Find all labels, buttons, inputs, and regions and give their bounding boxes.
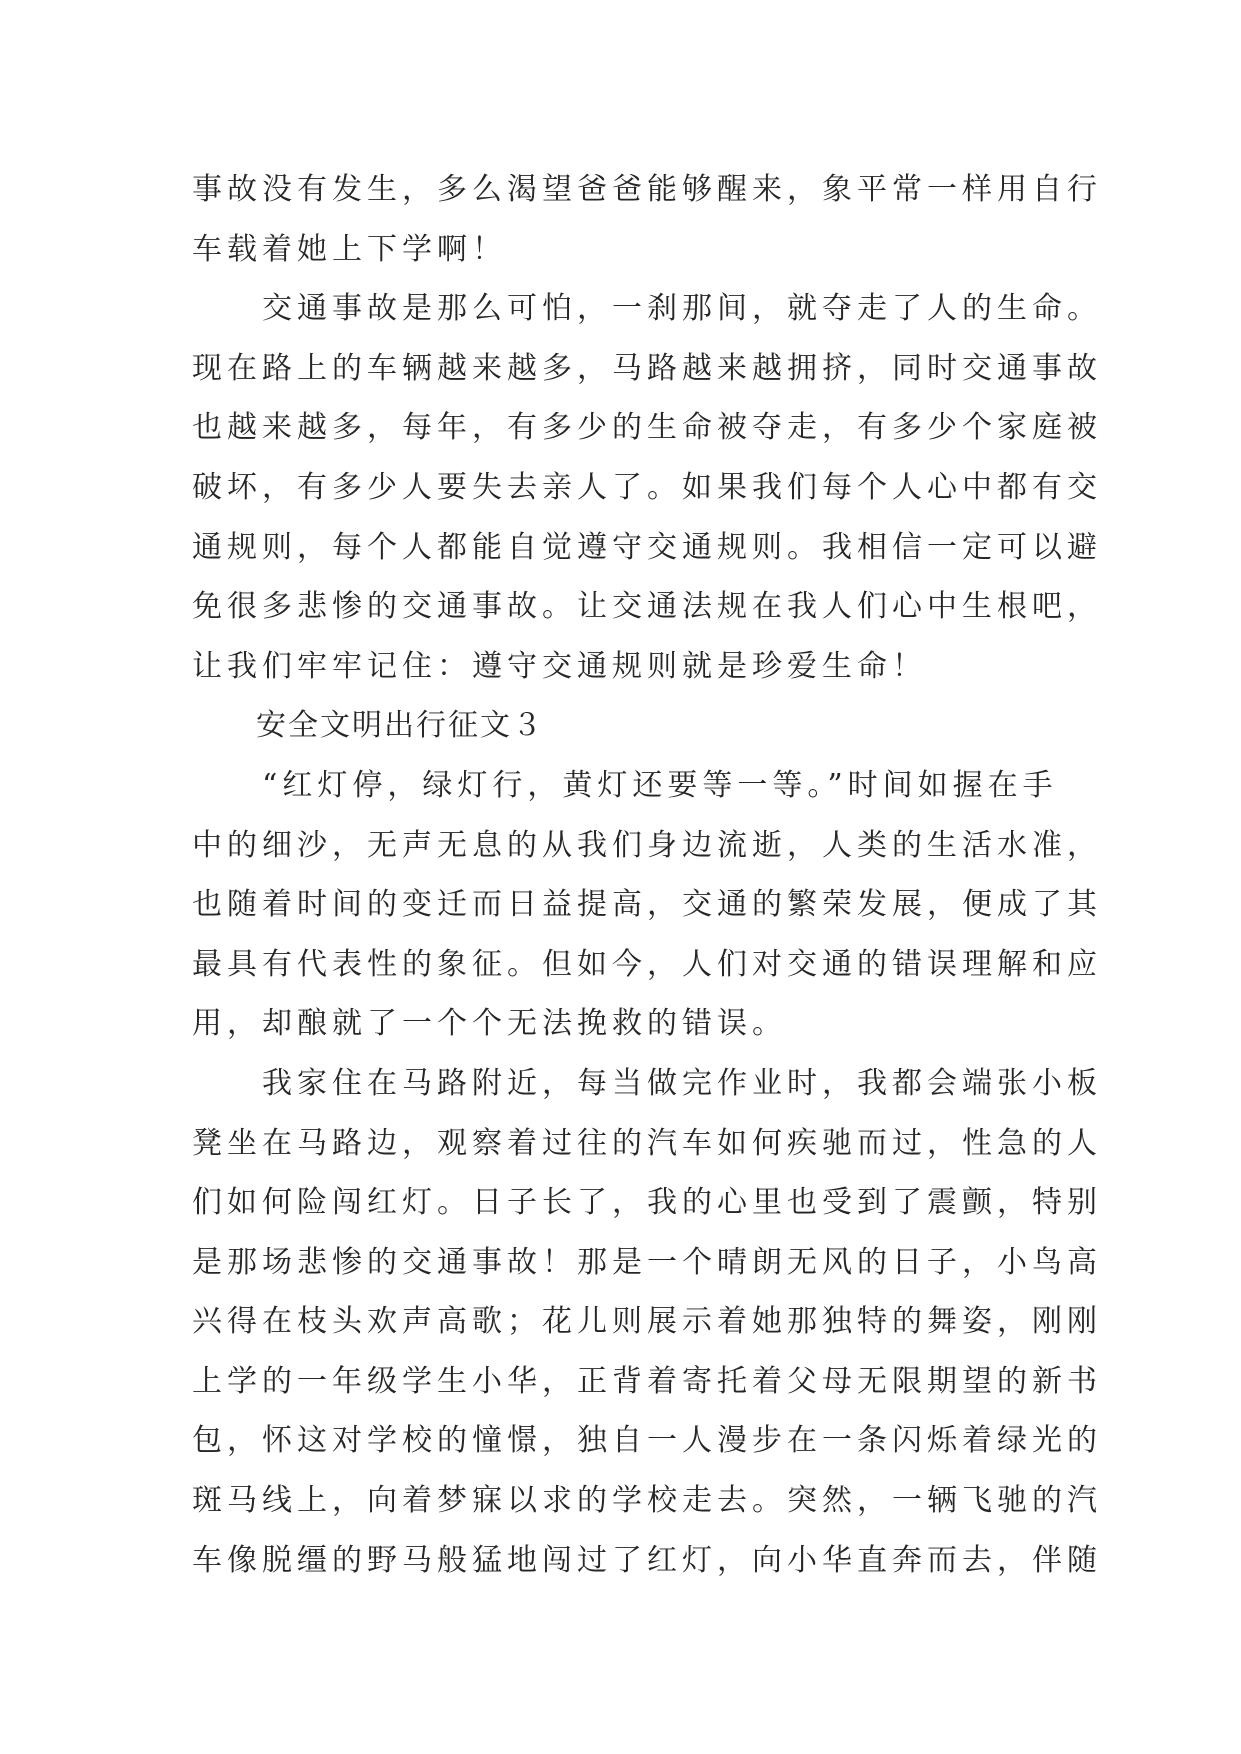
text-line: 们如何险闯红灯。日子长了，我的心里也受到了震颤，特别	[192, 1185, 1102, 1221]
text-line: 最具有代表性的象征。但如今，人们对交通的错误理解和应	[192, 946, 1102, 982]
text-line: 交通事故是那么可怕，一刹那间，就夺走了人的生命。	[192, 291, 1102, 327]
text-line: 车像脱缰的野马般猛地闯过了红灯，向小华直奔而去，伴随	[192, 1542, 1102, 1578]
text-line: 现在路上的车辆越来越多，马路越来越拥挤，同时交通事故	[192, 350, 1102, 386]
text-line: 用，却酿就了一个个无法挽救的错误。	[192, 1006, 787, 1042]
text-line: 车载着她上下学啊！	[192, 231, 507, 267]
text-line: 中的细沙，无声无息的从我们身边流逝，人类的生活水准，	[192, 827, 1102, 863]
text-line: 斑马线上，向着梦寐以求的学校走去。突然，一辆飞驰的汽	[192, 1483, 1102, 1519]
section-title: 安全文明出行征文３	[192, 708, 544, 744]
text-line: 也越来越多，每年，有多少的生命被夺走，有多少个家庭被	[192, 410, 1102, 446]
text-line: 让我们牢牢记住：遵守交通规则就是珍爱生命！	[192, 648, 927, 684]
text-line: 通规则，每个人都能自觉遵守交通规则。我相信一定可以避	[192, 529, 1102, 565]
text-line: 兴得在枝头欢声高歌；花儿则展示着她那独特的舞姿，刚刚	[192, 1304, 1102, 1340]
text-line: 是那场悲惨的交通事故！那是一个晴朗无风的日子，小鸟高	[192, 1244, 1102, 1280]
text-line: 免很多悲惨的交通事故。让交通法规在我人们心中生根吧，	[192, 589, 1102, 625]
text-line: 破坏，有多少人要失去亲人了。如果我们每个人心中都有交	[192, 469, 1102, 505]
text-line: 凳坐在马路边，观察着过往的汽车如何疾驰而过，性急的人	[192, 1125, 1102, 1161]
text-line: 我家住在马路附近，每当做完作业时，我都会端张小板	[192, 1065, 1102, 1101]
text-line: 事故没有发生，多么渴望爸爸能够醒来，象平常一样用自行	[192, 172, 1102, 207]
text-line: 包，怀这对学校的憧憬，独自一人漫步在一条闪烁着绿光的	[192, 1423, 1102, 1459]
text-line: “红灯停，绿灯行，黄灯还要等一等。”时间如握在手	[192, 767, 1058, 803]
text-line: 也随着时间的变迁而日益提高，交通的繁荣发展，便成了其	[192, 887, 1102, 923]
text-line: 上学的一年级学生小华，正背着寄托着父母无限期望的新书	[192, 1363, 1102, 1399]
document-body	[192, 160, 1102, 1590]
